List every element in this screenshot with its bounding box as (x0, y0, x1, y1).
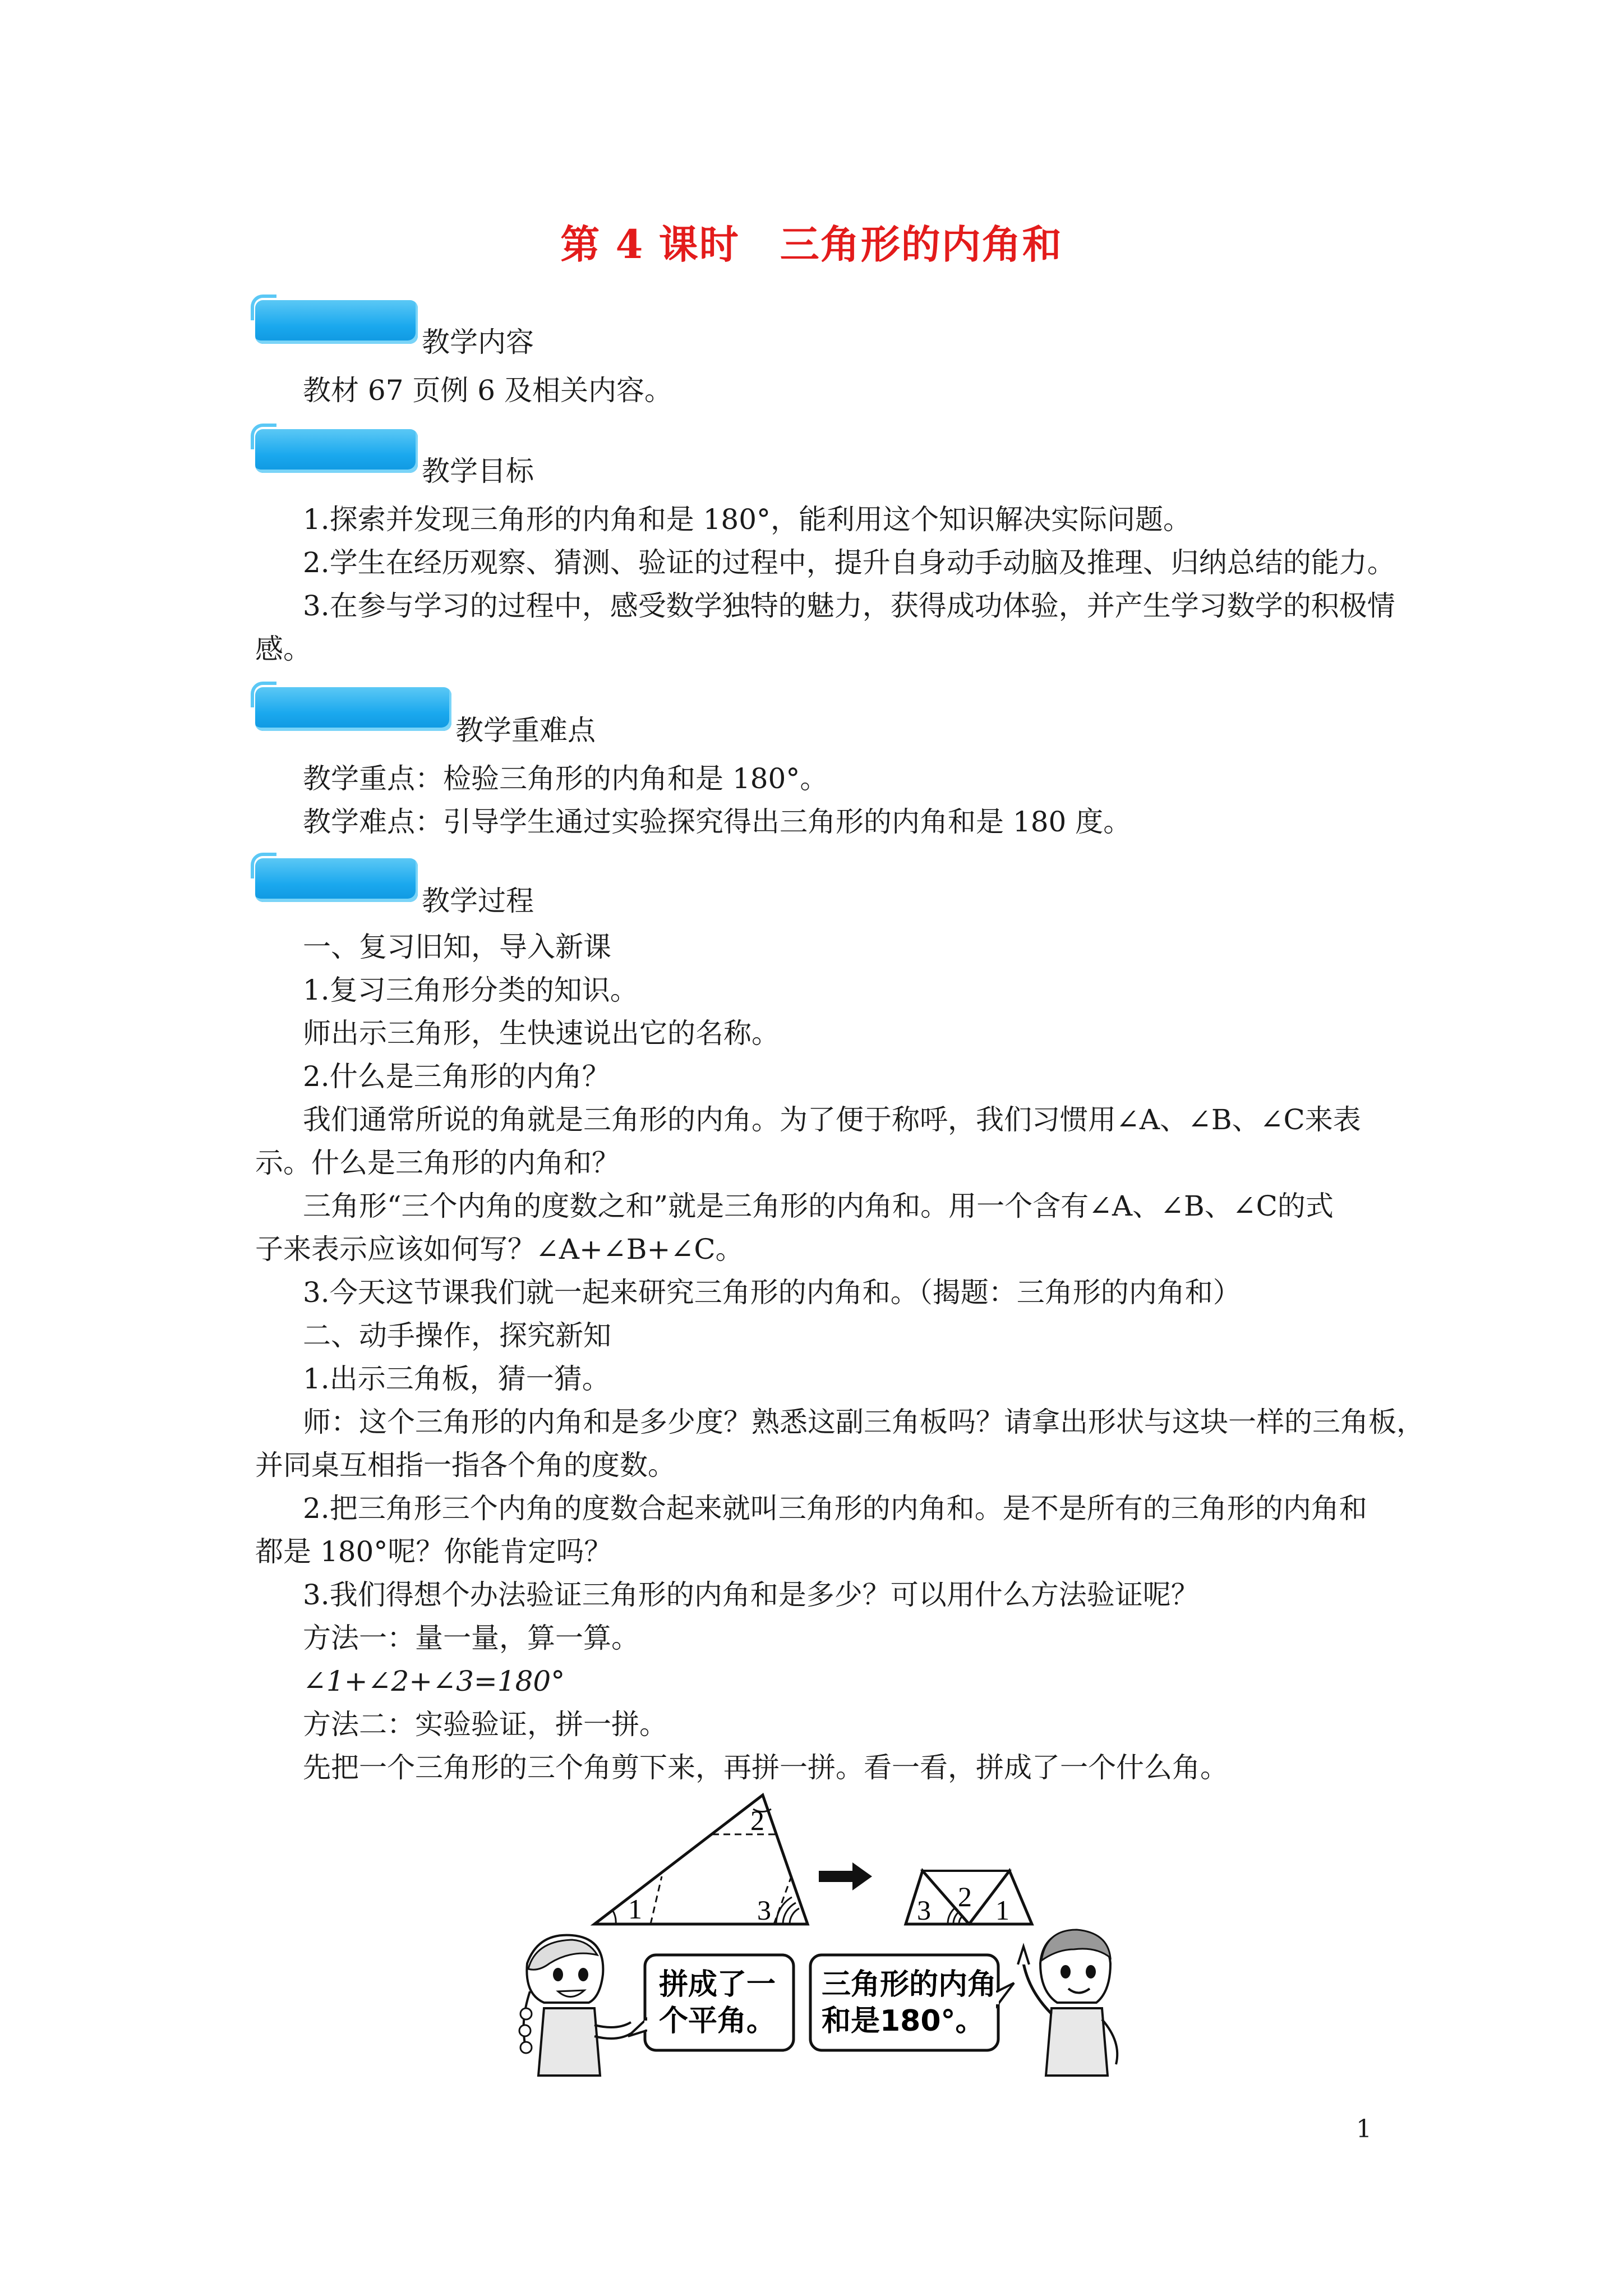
angle-label-1: 1 (995, 1894, 1009, 1926)
angle-label-3: 3 (917, 1894, 931, 1926)
process-line: 都是 180°呢？你能肯定吗？ (255, 1535, 612, 1568)
process-line: 子来表示应该如何写？∠A+∠B+∠C。 (255, 1233, 744, 1266)
bubble-left-line-2: 个平角。 (659, 2004, 776, 2038)
section-badge (255, 300, 418, 344)
process-line: 方法一：量一量，算一算。 (303, 1622, 639, 1654)
goal-item: 1.探索并发现三角形的内角和是 180°，能利用这个知识解决实际问题。 (303, 503, 1192, 536)
process-line: 一、复习旧知，导入新课 (303, 931, 611, 963)
process-line: 2.把三角形三个内角的度数合起来就叫三角形的内角和。是不是所有的三角形的内角和 (303, 1492, 1367, 1525)
process-line: 3.我们得想个办法验证三角形的内角和是多少？可以用什么方法验证呢？ (303, 1579, 1199, 1611)
section-badge (255, 429, 418, 473)
speech-bubble-left (628, 1952, 796, 2053)
boy-illustration (1018, 1924, 1130, 2081)
section-heading-process: 教学过程 (422, 885, 534, 917)
page-title: 第 4 课时 三角形的内角和 (560, 221, 1063, 268)
section-heading-goals: 教学目标 (422, 455, 534, 487)
rearranged-angles-diagram (903, 1851, 1038, 1930)
bubble-left-line-1: 拼成了一 (659, 1968, 776, 2001)
process-line: 师出示三角形，生快速说出它的名称。 (303, 1017, 780, 1050)
process-line: 方法二：实验验证，拼一拼。 (303, 1708, 667, 1741)
content-text: 教材 67 页例 6 及相关内容。 (303, 374, 673, 407)
page-number: 1 (1356, 2115, 1372, 2143)
process-line: 我们通常所说的角就是三角形的内角。为了便于称呼，我们习惯用∠A、∠B、∠C来表 (303, 1103, 1361, 1136)
section-heading-keypoints: 教学重难点 (455, 714, 596, 747)
process-line: 三角形“三个内角的度数之和”就是三角形的内角和。用一个含有∠A、∠B、∠C的式 (303, 1190, 1334, 1222)
angle-label-1: 1 (628, 1893, 642, 1925)
process-line: 师：这个三角形的内角和是多少度？熟悉这副三角板吗？请拿出形状与这块一样的三角板， (303, 1406, 1424, 1438)
angle-label-2: 2 (750, 1805, 764, 1836)
section-badge (255, 687, 451, 731)
bubble-right-line-1: 三角形的内角 (822, 1968, 997, 2001)
process-line: 1.出示三角板，猜一猜。 (303, 1363, 610, 1395)
goal-item: 2.学生在经历观察、猜测、验证的过程中，提升自身动手动脑及推理、归纳总结的能力。 (303, 546, 1395, 579)
girl-illustration (505, 1930, 634, 2081)
process-line: 示。什么是三角形的内角和？ (255, 1147, 620, 1179)
process-line: 1.复习三角形分类的知识。 (303, 974, 638, 1006)
goal-item: 3.在参与学习的过程中，感受数学独特的魅力，获得成功体验，并产生学习数学的积极情 (303, 590, 1395, 622)
keypoint-item: 教学重点：检验三角形的内角和是 180°。 (303, 762, 828, 795)
bubble-right-line-2: 和是180°。 (822, 2004, 985, 2038)
speech-bubble-right (808, 1952, 1015, 2053)
angle-label-2: 2 (958, 1881, 972, 1912)
section-heading-content: 教学内容 (422, 326, 534, 358)
section-badge (255, 858, 418, 902)
process-line: ∠1+∠2+∠3=180° (303, 1665, 565, 1697)
process-line: 并同桌互相指一指各个角的度数。 (255, 1449, 676, 1481)
process-line: 二、动手操作，探究新知 (303, 1319, 611, 1352)
keypoint-item: 教学难点：引导学生通过实验探究得出三角形的内角和是 180 度。 (303, 806, 1132, 838)
angle-label-3: 3 (757, 1894, 771, 1926)
goal-item: 感。 (255, 633, 311, 665)
process-line: 先把一个三角形的三个角剪下来，再拼一拼。看一看，拼成了一个什么角。 (303, 1751, 1228, 1784)
process-line: 2.什么是三角形的内角？ (303, 1060, 610, 1093)
process-line: 3.今天这节课我们就一起来研究三角形的内角和。（揭题：三角形的内角和） (303, 1276, 1241, 1309)
arrow-icon (819, 1862, 875, 1890)
